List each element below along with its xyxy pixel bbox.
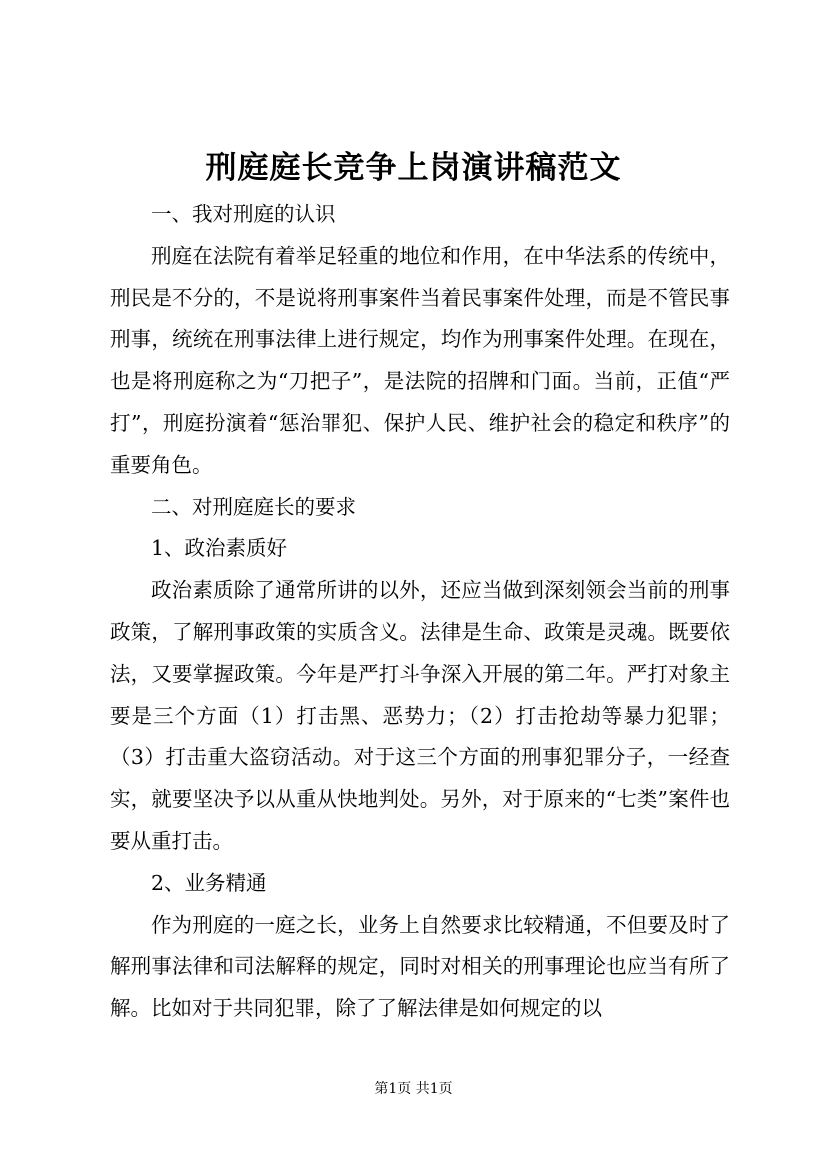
body-paragraph: 作为刑庭的一庭之长，业务上自然要求比较精通，不但要及时了解刑事法律和司法解释的规定，同时对相关的刑事理论也应当有所了解。比如对于共同犯罪，除了了解法律是如何规定的以 xyxy=(110,912,730,1021)
section-heading: 二、对刑庭庭长的要求 xyxy=(151,494,356,519)
document-body xyxy=(110,194,730,1030)
subsection-heading: 2、业务精通 xyxy=(151,870,267,895)
body-paragraph: 政治素质除了通常所讲的以外，还应当做到深刻领会当前的刑事政策，了解刑事政策的实质含义。法律是生命、政策是灵魂。既要依法，又要掌握政策。今年是严打斗争深入开展的第二年。严打对象主要是三个方面（1）打击黑、恶势力；（2）打击抢劫等暴力犯罪；（3）打击重大盗窃活动。对于这三个方面的刑事犯罪分子，一经查实，就要坚决予以从重从快地判处。另外，对于原来的“七类”案件也要从重打击。 xyxy=(110,578,730,853)
document-title: 刑庭庭长竞争上岗演讲稿范文 xyxy=(205,150,622,186)
body-paragraph: 刑庭在法院有着举足轻重的地位和作用，在中华法系的传统中，刑民是不分的，不是说将刑事案件当着民事案件处理，而是不管民事刑事，统统在刑事法律上进行规定，均作为刑事案件处理。在现在，也是将刑庭称之为“刀把子”，是法院的招牌和门面。当前，正值“严打”，刑庭扮演着“惩治罪犯、保护人民、维护社会的稳定和秩序”的重要角色。 xyxy=(110,243,730,477)
subsection-heading: 1、政治素质好 xyxy=(151,536,288,561)
section-heading: 一、我对刑庭的认识 xyxy=(151,202,336,226)
page-footer: 第1页 共1页 xyxy=(374,1081,453,1097)
